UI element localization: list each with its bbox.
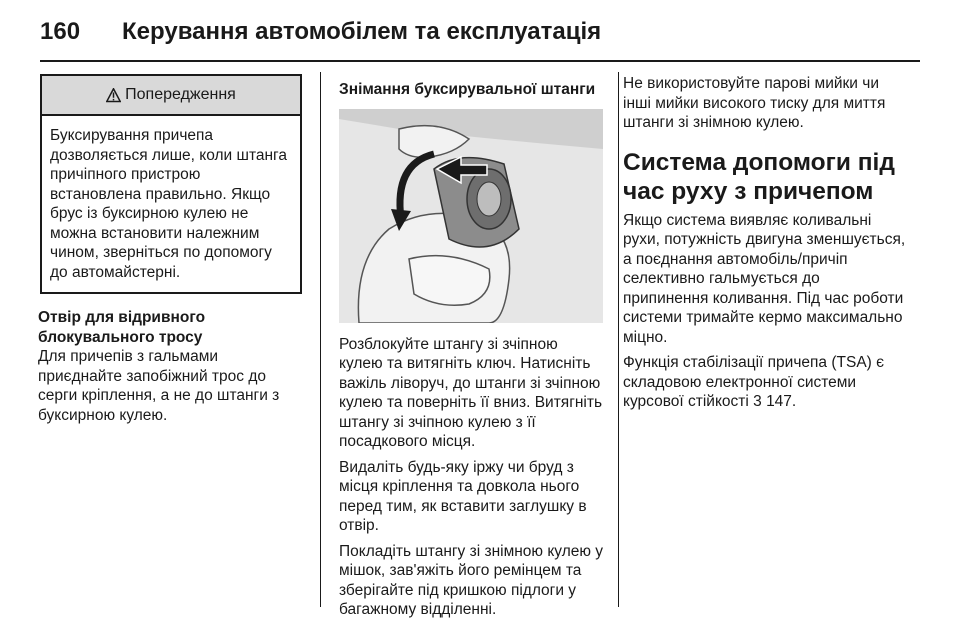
heading-tow-bar-removal: Знімання буксирувальної штанги — [339, 81, 596, 98]
tsa-text: Функція стабілізації причепа (TSA) є складовою електронної системи курсової стійкості — [623, 354, 885, 410]
paragraph-clean: Видаліть будь-яку іржу чи бруд з місця кріплення та довкола нього перед тим, як вставити заглушку в отвір. — [339, 458, 587, 534]
warning-triangle-icon — [106, 88, 121, 103]
paragraph-store: Покладіть штангу зі знімною кулею у мішок, зав'яжіть його ремінцем та зберігайте під кришкою підлоги у багажному відділенні. — [339, 542, 604, 618]
page-number: 160 — [40, 18, 81, 45]
chapter-title: Керування автомобілем та експлуатація — [122, 18, 602, 45]
page-ref-link[interactable]: 147. — [766, 393, 797, 410]
tow-bar-removal-illustration — [339, 109, 603, 323]
page-header — [40, 12, 920, 48]
heading-trailer-assist: Система допомоги під час руху з причепом — [623, 148, 895, 205]
page-ref-arrow-icon: 3 — [753, 393, 762, 410]
subheading-safety-cable: Отвір для відривного блокувального тросу — [38, 309, 206, 346]
paragraph-unlock: Розблокуйте штангу зі зчіпною кулею та витягніть ключ. Натисніть важіль ліворуч, до штанги зі зчіпною кулею та поверніть її вниз. Витягніть штангу зі зчіпною кулею з її посадкового місця. — [339, 335, 603, 450]
header-rule — [40, 60, 920, 62]
left-column — [38, 74, 300, 425]
column-divider-2 — [618, 72, 619, 607]
warning-box — [40, 74, 302, 294]
warning-title: Попередження — [125, 86, 236, 104]
column-divider-1 — [320, 72, 321, 607]
middle-column — [339, 74, 604, 620]
paragraph-no-pressure-washer: Не використовуйте парові мийки чи інші мийки високого тиску для миття штанги зі знімною кулею. — [623, 75, 886, 131]
tow-bar-drawing-icon — [339, 109, 603, 323]
paragraph-trailer-assist: Якщо система виявляє коливальні рухи, потужність двигуна зменшується, а поєднання автомобіль/причіп селективно гальмується до припинення коливання. Під час роботи системи тримайте кермо максимально міцно. — [623, 211, 906, 346]
paragraph-safety-cable: Для причепів з гальмами приєднайте запобіжний трос до серги кріплення, а не до штанги з буксирною кулею. — [38, 348, 280, 424]
right-column — [623, 74, 906, 412]
paragraph-tsa — [623, 353, 906, 412]
warning-header — [42, 76, 300, 116]
warning-text: Буксирування причепа дозволяється лише, коли штанга причіпного пристрою встановлена правильно. Якщо брус із буксирною кулею не можна встановити належним чином, зверніться по допомогу до автомайстерні. — [50, 127, 287, 281]
